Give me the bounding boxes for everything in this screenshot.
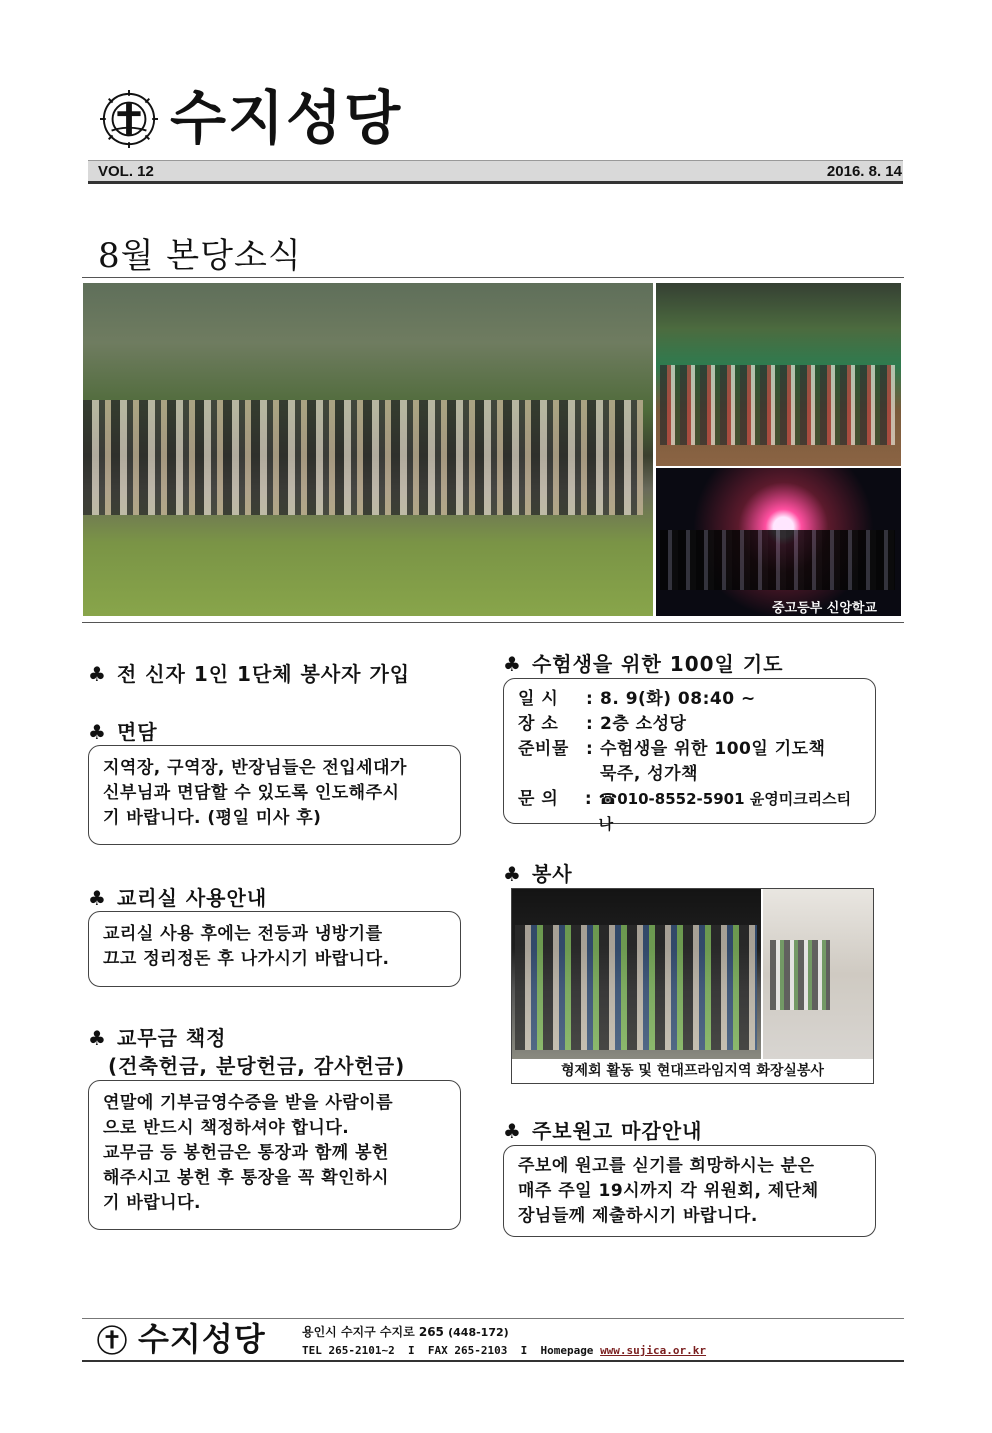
prayer-key: 준비물: [518, 739, 569, 759]
prayer-row-supplies-cont: [518, 762, 861, 787]
section-classroom: [88, 882, 267, 911]
prayer-row-time: 일 시 : 8. 9(화) 08:40 ~: [518, 687, 861, 712]
text-line: 지역장, 구역장, 반장님들은 전입세대가: [103, 758, 407, 778]
club-icon: ♣: [503, 1119, 522, 1143]
service-photo-frame: [511, 888, 874, 1084]
volume-number: VOL. 12: [98, 163, 154, 180]
interview-box: [88, 745, 461, 845]
prayer-row-contact: 문 의 : ☎010-8552-5901 윤영미크리스티나: [518, 787, 861, 837]
homepage-link[interactable]: www.sujica.or.kr: [600, 1344, 707, 1357]
section-title: 수험생을 위한 100일 기도: [531, 652, 784, 676]
bulletin-box: [503, 1145, 876, 1237]
text-line: 교무금 등 봉헌금은 통장과 함께 봉헌: [103, 1143, 389, 1163]
masthead-title: 수지성당: [170, 84, 403, 152]
campfire-people: [660, 530, 895, 590]
prayer-key: 문 의: [518, 789, 559, 809]
text-line: 기 바랍니다. (평일 미사 후): [103, 808, 322, 828]
volume-bar: [88, 160, 903, 184]
text-line: 신부님과 면담할 수 있도록 인도해주시: [103, 783, 400, 803]
issue-date: 2016. 8. 14: [826, 163, 902, 180]
club-icon: ♣: [88, 720, 107, 744]
prayer-value: 8. 9(화) 08:40 ~: [600, 689, 756, 709]
classroom-box: [88, 911, 461, 987]
telephone: TEL 265-2101~2: [302, 1344, 395, 1357]
address-text: 용인시 수지구 수지로 265: [302, 1325, 444, 1339]
text-line: 기 바랍니다.: [103, 1193, 201, 1213]
section-title: 주보원고 마감안내: [531, 1119, 703, 1143]
footer-title: 수지성당: [138, 1320, 266, 1358]
section-title: 교무금 책정: [116, 1026, 227, 1050]
group-photo-people: [83, 400, 643, 515]
page-title: 8월 본당소식: [98, 236, 302, 276]
club-icon: ♣: [503, 862, 522, 886]
text-line: 교리실 사용 후에는 전등과 냉방기를: [103, 924, 383, 944]
service-caption: 형제회 활동 및 현대프라임지역 화장실봉사: [561, 1063, 824, 1079]
footer-address: [302, 1323, 509, 1340]
homepage-label: Homepage: [540, 1344, 594, 1357]
section-title: 교리실 사용안내: [116, 886, 268, 910]
prayer-value: 2층 소성당: [600, 714, 687, 734]
parish-logo-icon: [96, 1324, 128, 1356]
text-line: 주보에 원고를 싣기를 희망하시는 분은: [518, 1156, 815, 1176]
postal-code: (448-172): [448, 1326, 509, 1339]
club-icon: ♣: [88, 886, 107, 910]
prayer-key: 장 소: [518, 714, 559, 734]
footer-divider: [82, 1360, 904, 1362]
prayer-key: 일 시: [518, 689, 559, 709]
prayer-value: 묵주, 성가책: [600, 764, 698, 784]
text-line: 으로 반드시 책정하셔야 합니다.: [103, 1118, 350, 1138]
section-prayer: [503, 648, 783, 677]
club-icon: ♣: [503, 652, 522, 676]
section-interview: [88, 716, 158, 745]
prayer-box: [503, 678, 876, 833]
text-line: 끄고 정리정돈 후 나가시기 바랍니다.: [103, 949, 390, 969]
offering-box: [88, 1080, 461, 1230]
text-line: 매주 주일 19시까지 각 위원회, 제단체: [518, 1181, 819, 1201]
fax: FAX 265-2103: [427, 1344, 508, 1357]
section-title: 봉사: [531, 862, 573, 886]
text-line: 해주시고 봉헌 후 통장을 꼭 확인하시: [103, 1168, 389, 1188]
section-title: 면담: [116, 720, 158, 744]
parish-logo-icon: [100, 90, 158, 148]
separator: I: [407, 1344, 415, 1357]
section-service: [503, 858, 573, 887]
text-line: 연말에 기부금영수증을 받을 사람이름: [103, 1093, 394, 1113]
prayer-value: ☎010-8552-5901 윤영미크리스티나: [598, 790, 852, 833]
club-icon: ♣: [88, 662, 107, 686]
divider: [82, 622, 904, 623]
offering-subtitle: (건축헌금, 분당헌금, 감사헌금): [108, 1054, 406, 1078]
separator: I: [520, 1344, 528, 1357]
field-activity-people: [660, 365, 895, 445]
section-bulletin: [503, 1115, 702, 1144]
section-volunteer-join: [88, 658, 410, 687]
prayer-row-supplies: 준비물 : 수험생을 위한 100일 기도책: [518, 737, 861, 762]
footer-contact: [302, 1344, 706, 1357]
section-offering: [88, 1022, 227, 1051]
club-icon: ♣: [88, 1026, 107, 1050]
section-title: 전 신자 1인 1단체 봉사자 가입: [116, 662, 411, 686]
prayer-value: 수험생을 위한 100일 기도책: [600, 739, 826, 759]
photo-caption: 중고등부 신앙학교: [772, 601, 877, 616]
text-line: 장님들께 제출하시기 바랍니다.: [518, 1206, 758, 1226]
prayer-key: [518, 762, 586, 787]
prayer-row-place: 장 소 : 2층 소성당: [518, 712, 861, 737]
divider: [82, 277, 904, 278]
